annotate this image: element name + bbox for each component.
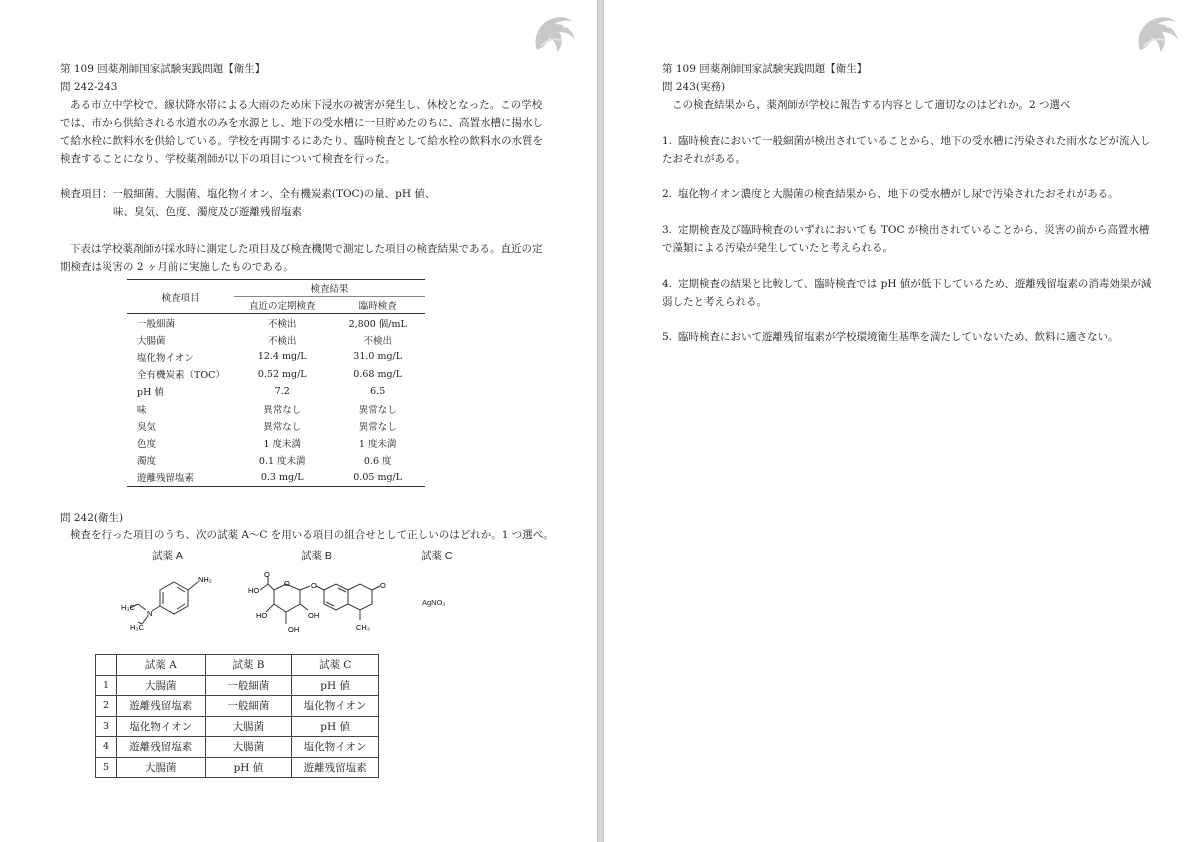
reagent-a-n: N [147, 609, 153, 618]
results-cell-item: 臭気 [137, 421, 157, 433]
choice-cell-c: pH 値 [292, 675, 379, 696]
results-cell-temporary: 異常なし [358, 421, 397, 433]
results-cell-temporary: 31.0 mg/L [353, 351, 403, 363]
results-cell-item: 遊離残留塩素 [127, 469, 234, 487]
results-cell-regular: 不検出 [267, 335, 297, 347]
reagent-b-label: 試薬 B [301, 550, 332, 562]
reagent-b-ho2: HO [256, 611, 268, 620]
results-cell-item: 全有機炭素（TOC） [137, 370, 225, 382]
dolphin-logo-icon [1130, 6, 1186, 62]
results-cell-item: 色度 [137, 438, 157, 450]
choice-cell-b: 大腸菌 [205, 737, 292, 758]
results-header-regular: 直近の定期検査 [234, 297, 330, 314]
reagent-b-o3: O [311, 581, 317, 590]
results-cell-item: 濁度 [137, 456, 157, 468]
reagent-c-label: 試薬 C [421, 550, 453, 562]
table-intro-paragraph: 下表は学校薬剤師が採水時に測定した項目及び検査機関で測定した項目の検査結果である。直近の定期検査は災害の 2 ヶ月前に実施したものである。 [60, 243, 543, 273]
choice-cell-a: 遊離残留塩素 [116, 737, 205, 758]
results-cell-regular: 0.3 mg/L [234, 469, 330, 487]
results-header-item: 検査項目 [127, 280, 234, 314]
option-3 [662, 221, 1152, 257]
reagent-a-label: 試薬 A [152, 550, 183, 562]
choice-cell-a: 大腸菌 [116, 757, 205, 778]
results-cell-regular: 異常なし [263, 404, 302, 416]
reagent-b-o4: O [380, 581, 386, 590]
choice-row [96, 737, 379, 758]
choice-number: 4 [96, 737, 117, 758]
choice-number: 2 [96, 696, 117, 717]
results-row [127, 400, 425, 417]
reagent-a-nh2: NH₂ [198, 575, 212, 584]
choice-cell-b: pH 値 [205, 757, 292, 778]
results-cell-regular: 1 度未満 [263, 438, 302, 450]
results-row [127, 348, 425, 365]
choices-table [95, 654, 379, 778]
reagent-a-h3c-2: H₃C [130, 623, 144, 632]
choices-header-c: 試薬 C [292, 655, 379, 676]
results-cell-regular: 不検出 [267, 318, 297, 330]
page-header: 第 109 回薬剤師国家試験実践問題【衛生】 [662, 63, 868, 75]
results-cell-regular: 12.4 mg/L [257, 351, 307, 363]
option-number: 1. [662, 135, 673, 147]
reagent-b-oh1: OH [308, 611, 320, 620]
results-cell-regular: 異常なし [263, 421, 302, 433]
choice-cell-c: 塩化物イオン [292, 696, 379, 717]
choice-cell-a: 塩化物イオン [116, 716, 205, 737]
choices-header-blank [96, 655, 117, 676]
option-number: 5. [662, 331, 673, 343]
reagent-b-ch3: CH₃ [356, 623, 370, 632]
results-row [127, 331, 425, 348]
choice-cell-c: pH 値 [292, 716, 379, 737]
choice-cell-c: 塩化物イオン [292, 737, 379, 758]
inspection-items-line1: 検査項目：一般細菌、大腸菌、塩化物イオン、全有機炭素(TOC)の量、pH 値、 [60, 188, 436, 200]
choice-row [96, 757, 379, 778]
left-page [0, 0, 597, 842]
choice-row [96, 675, 379, 696]
results-cell-item: pH 値 [137, 387, 164, 399]
results-row [127, 383, 425, 400]
results-cell-temporary: 0.68 mg/L [353, 368, 403, 380]
results-cell-regular: 7.2 [274, 385, 290, 397]
question-range: 問 242-243 [60, 81, 118, 93]
results-header-temporary: 臨時検査 [330, 297, 425, 314]
results-cell-temporary: 不検出 [363, 335, 392, 347]
reagent-b-o2: O [284, 579, 290, 588]
results-cell-temporary: 0.6 度 [363, 456, 392, 468]
option-text: 塩化物イオン濃度と大腸菌の検査結果から、地下の受水槽がし尿で汚染されたおそれがある。 [678, 188, 1119, 200]
results-cell-item: 大腸菌 [137, 335, 166, 347]
inspection-items-line2: 味、臭気、色度、濁度及び遊離残留塩素 [113, 206, 302, 218]
results-row [127, 366, 425, 383]
results-row [127, 417, 425, 434]
results-cell-item: 一般細菌 [137, 318, 176, 330]
results-row [127, 314, 425, 332]
page-header: 第 109 回薬剤師国家試験実践問題【衛生】 [60, 63, 266, 75]
option-number: 3. [662, 224, 673, 236]
option-text: 定期検査の結果と比較して、臨時検査では pH 値が低下しているため、遊離残留塩素の消毒効果が減弱したと考えられる。 [662, 278, 1152, 308]
choice-number: 3 [96, 716, 117, 737]
results-cell-regular: 0.52 mg/L [257, 368, 307, 380]
dolphin-logo-icon [527, 6, 583, 62]
choice-cell-b: 大腸菌 [205, 716, 292, 737]
choice-cell-a: 大腸菌 [116, 675, 205, 696]
results-cell-temporary: 1 度未満 [358, 438, 397, 450]
reagent-b-o1: O [264, 570, 270, 579]
choice-number: 1 [96, 675, 117, 696]
choice-cell-a: 遊離残留塩素 [116, 696, 205, 717]
results-cell-temporary: 2,800 個/mL [348, 318, 407, 330]
results-cell-temporary: 6.5 [370, 385, 386, 397]
q242-text: 検査を行った項目のうち、次の試薬 A〜C を用いる項目の組合せとして正しいのはどれか。1 つ選べ。 [70, 529, 554, 541]
choice-cell-b: 一般細菌 [205, 696, 292, 717]
reagent-a-structure [112, 568, 222, 636]
option-1 [662, 132, 1152, 168]
choice-cell-c: 遊離残留塩素 [292, 757, 379, 778]
choices-header-a: 試薬 A [116, 655, 205, 676]
q243-title: 問 243(実務) [662, 81, 726, 93]
reagent-b-ho1: HO [248, 586, 260, 595]
reagent-b-oh2: OH [288, 625, 300, 634]
option-number: 2. [662, 188, 673, 200]
q242-title: 問 242(衛生) [60, 512, 124, 524]
option-text: 定期検査及び臨時検査のいずれにおいても TOC が検出されていることから、災害の前から高置水槽で藻類による汚染が発生していたと考えられる。 [662, 224, 1150, 254]
reagent-b-structure [244, 568, 390, 638]
results-cell-temporary: 異常なし [358, 404, 397, 416]
option-5 [662, 328, 1152, 346]
results-cell-temporary: 0.05 mg/L [330, 469, 425, 487]
option-2 [662, 185, 1152, 203]
choices-header-b: 試薬 B [205, 655, 292, 676]
reagent-c-formula: AgNO₃ [422, 598, 446, 607]
choice-cell-b: 一般細菌 [205, 675, 292, 696]
results-table [127, 279, 425, 487]
choice-row [96, 716, 379, 737]
right-page [604, 0, 1200, 842]
choice-row [96, 696, 379, 717]
results-cell-item: 味 [137, 404, 147, 416]
results-row [127, 469, 425, 487]
q243-text: この検査結果から、薬剤師が学校に報告する内容として適切なのはどれか。2 つ選べ [672, 99, 1071, 111]
option-text: 臨時検査において一般細菌が検出されていることから、地下の受水槽に汚染された雨水などが流入したおそれがある。 [662, 135, 1151, 165]
option-number: 4. [662, 278, 673, 290]
results-header-results: 検査結果 [234, 280, 425, 297]
intro-paragraph: ある市立中学校で、線状降水帯による大雨のため床下浸水の被害が発生し、休校となった。この学校では、市から供給される水道水のみを水源とし、地下の受水槽に一旦貯めたのちに、高置水槽に揚水して給水栓に飲料水を供給している。学校を再開するにあたり、臨時検査として給水栓の飲料水の水質を検査することになり、学校薬剤師が以下の項目について検査を行った。 [60, 99, 543, 165]
results-row [127, 434, 425, 451]
option-4 [662, 275, 1152, 311]
option-text: 臨時検査において遊離残留塩素が学校環境衛生基準を満たしていないため、飲料に適さない。 [678, 331, 1119, 343]
reagent-a-h3c-1: H₃C [121, 603, 135, 612]
choice-number: 5 [96, 757, 117, 778]
results-cell-item: 塩化物イオン [137, 352, 194, 364]
results-row [127, 452, 425, 469]
results-cell-regular: 0.1 度未満 [258, 456, 306, 468]
